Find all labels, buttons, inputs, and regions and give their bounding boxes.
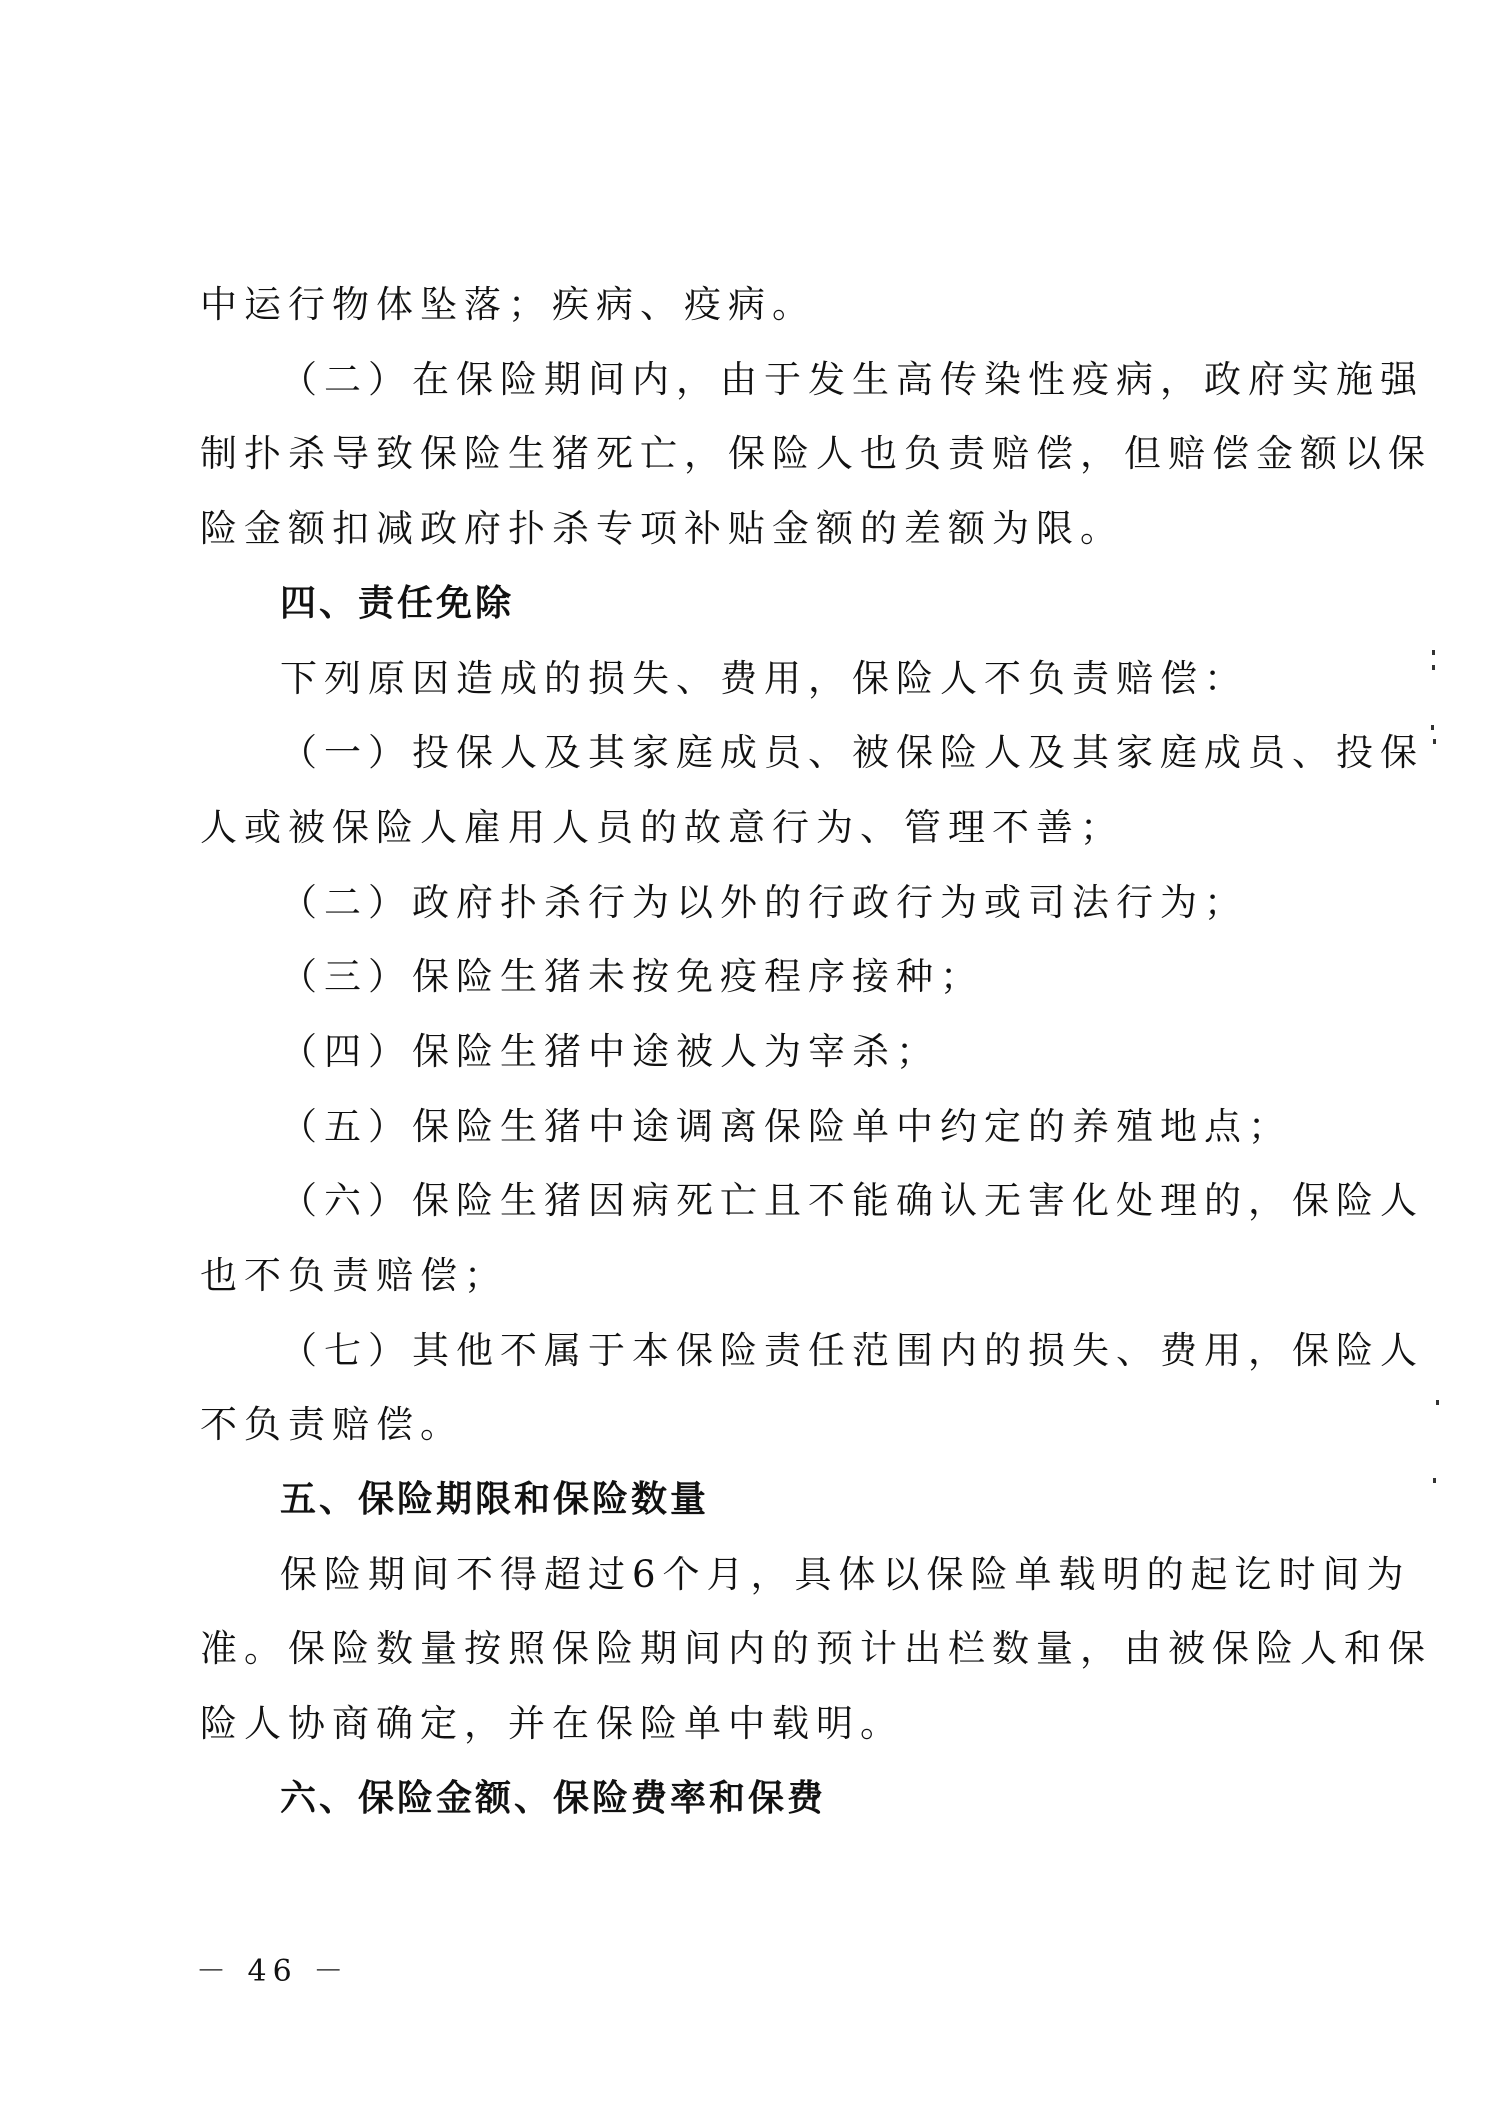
exclusion-1-line-1: （一）投保人及其家庭成员、被保险人及其家庭成员、投保 — [280, 731, 1424, 774]
period-line-1: 保险期间不得超过6个月，具体以保险单载明的起讫时间为 — [280, 1553, 1411, 1596]
scan-speck — [1432, 665, 1435, 670]
exclusion-7-line-2: 不负责赔偿。 — [200, 1403, 464, 1446]
exclusion-2: （二）政府扑杀行为以外的行政行为或司法行为； — [280, 881, 1248, 924]
paragraph-line: 中运行物体坠落；疾病、疫病。 — [200, 283, 816, 326]
clause-2-line-1: （二）在保险期间内，由于发生高传染性疫病，政府实施强 — [280, 358, 1424, 401]
clause-2-line-3: 险金额扣减政府扑杀专项补贴金额的差额为限。 — [200, 507, 1124, 550]
exclusion-1-line-2: 人或被保险人雇用人员的故意行为、管理不善； — [200, 806, 1124, 849]
exclusion-6-line-1: （六）保险生猪因病死亡且不能确认无害化处理的，保险人 — [280, 1179, 1424, 1222]
clause-2-line-2: 制扑杀导致保险生猪死亡，保险人也负责赔偿，但赔偿金额以保 — [200, 432, 1432, 475]
scan-speck — [1431, 725, 1434, 730]
exclusion-4: （四）保险生猪中途被人为宰杀； — [280, 1030, 940, 1073]
section-heading-5: 五、保险期限和保险数量 — [280, 1479, 710, 1520]
exclusion-5: （五）保险生猪中途调离保险单中约定的养殖地点； — [280, 1105, 1292, 1148]
section-heading-4: 四、责任免除 — [280, 583, 515, 624]
section-heading-6: 六、保险金额、保险费率和保费 — [280, 1778, 827, 1819]
period-line-3: 险人协商确定，并在保险单中载明。 — [200, 1702, 904, 1745]
exclusion-6-line-2: 也不负责赔偿； — [200, 1254, 508, 1297]
scan-speck — [1432, 650, 1435, 655]
scan-speck — [1433, 1478, 1436, 1483]
exclusion-3: （三）保险生猪未按免疫程序接种； — [280, 955, 984, 998]
scan-speck — [1433, 739, 1436, 744]
exclusion-7-line-1: （七）其他不属于本保险责任范围内的损失、费用，保险人 — [280, 1329, 1424, 1372]
scan-speck — [1436, 1400, 1439, 1405]
exclusions-intro: 下列原因造成的损失、费用，保险人不负责赔偿： — [280, 657, 1248, 700]
period-line-2: 准。保险数量按照保险期间内的预计出栏数量，由被保险人和保 — [200, 1627, 1432, 1670]
page-number: － 46 － — [196, 1954, 350, 1989]
